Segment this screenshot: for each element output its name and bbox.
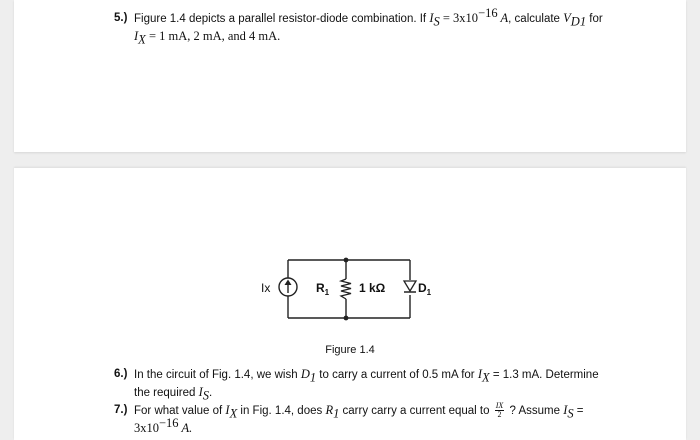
- question-line-1: Figure 1.4 depicts a parallel resistor-diode combination. If $I_S = 3x10^{-16}$ A, calculate $V_{D1}$ for: [134, 6, 603, 29]
- resistor-label: $R_1$: [316, 281, 330, 297]
- question-line-1: In the circuit of Fig. 1.4, we wish $D_1$ to carry a current of 0.5 mA for $I_X = 1.3$ mA. Determine: [134, 367, 599, 385]
- fraction: $\frac{IX}{2}$: [495, 401, 504, 420]
- source-label: Ix: [261, 281, 271, 295]
- junction-top: [344, 258, 349, 263]
- resistor-value: 1 kΩ: [359, 281, 386, 295]
- page-top: [14, 0, 686, 152]
- question-line-2: the required $I_S$.: [134, 385, 213, 403]
- diode-symbol: [404, 281, 416, 292]
- resistor-symbol: [341, 279, 351, 299]
- current-source-symbol: [279, 278, 297, 296]
- diode-label: $D_1$: [418, 281, 432, 297]
- question-line-2: $3x10^{-16}$ A.: [134, 416, 193, 435]
- figure-caption: Figure 1.4: [325, 344, 375, 356]
- question-line-1: For what value of $I_X$ in Fig. 1.4, does $R_1$ carry carry a current equal to $\frac{IX}{2}$ ? Assume $I_S$ =: [134, 401, 584, 421]
- question-body: [134, 6, 603, 47]
- circuit-figure: [254, 248, 454, 328]
- question-line-2: $I_X = 1$ mA, 2 mA, and 4 mA.: [134, 29, 281, 47]
- question-number: 7.): [114, 404, 128, 416]
- page-bottom: [14, 168, 686, 440]
- junction-bottom: [344, 316, 349, 321]
- question-body: [134, 366, 599, 402]
- question-number: 6.): [114, 368, 128, 380]
- question-number: 5.): [114, 12, 128, 24]
- question-body: [134, 402, 584, 438]
